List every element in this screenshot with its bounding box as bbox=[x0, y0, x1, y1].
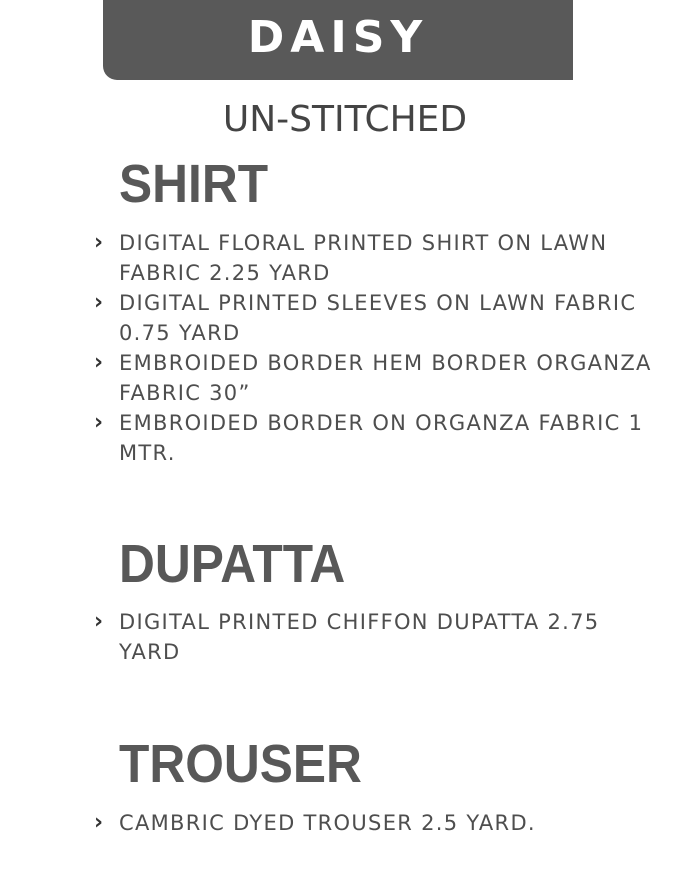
list-item-text: DIGITAL PRINTED SLEEVES ON LAWN FABRIC 0.75 YARD bbox=[119, 291, 637, 345]
dupatta-list bbox=[94, 607, 664, 667]
list-item bbox=[94, 408, 664, 468]
subtitle: UN-STITCHED bbox=[222, 99, 468, 140]
list-item-text: DIGITAL FLORAL PRINTED SHIRT ON LAWN FABRIC 2.25 YARD bbox=[119, 231, 608, 285]
banner-title: DAISY bbox=[247, 12, 429, 63]
section-heading-trouser: TROUSER bbox=[119, 734, 362, 794]
list-item bbox=[94, 348, 664, 408]
list-item bbox=[94, 607, 664, 667]
list-item bbox=[94, 808, 664, 838]
list-item bbox=[94, 228, 664, 288]
chevron-right-icon: › bbox=[94, 290, 105, 315]
section-heading-shirt: SHIRT bbox=[119, 154, 269, 214]
chevron-right-icon: › bbox=[94, 609, 105, 634]
list-item-text: EMBROIDED BORDER HEM BORDER ORGANZA FABRIC 30” bbox=[119, 351, 652, 405]
title-banner bbox=[103, 0, 573, 80]
list-item-text: CAMBRIC DYED TROUSER 2.5 YARD. bbox=[119, 811, 536, 835]
list-item-text: DIGITAL PRINTED CHIFFON DUPATTA 2.75 YARD bbox=[119, 610, 600, 664]
chevron-right-icon: › bbox=[94, 410, 105, 435]
list-item bbox=[94, 288, 664, 348]
chevron-right-icon: › bbox=[94, 350, 105, 375]
chevron-right-icon: › bbox=[94, 230, 105, 255]
chevron-right-icon: › bbox=[94, 810, 105, 835]
section-heading-dupatta: DUPATTA bbox=[119, 534, 346, 594]
shirt-list bbox=[94, 228, 664, 468]
trouser-list bbox=[94, 808, 664, 838]
list-item-text: EMBROIDED BORDER ON ORGANZA FABRIC 1 MTR. bbox=[119, 411, 644, 465]
